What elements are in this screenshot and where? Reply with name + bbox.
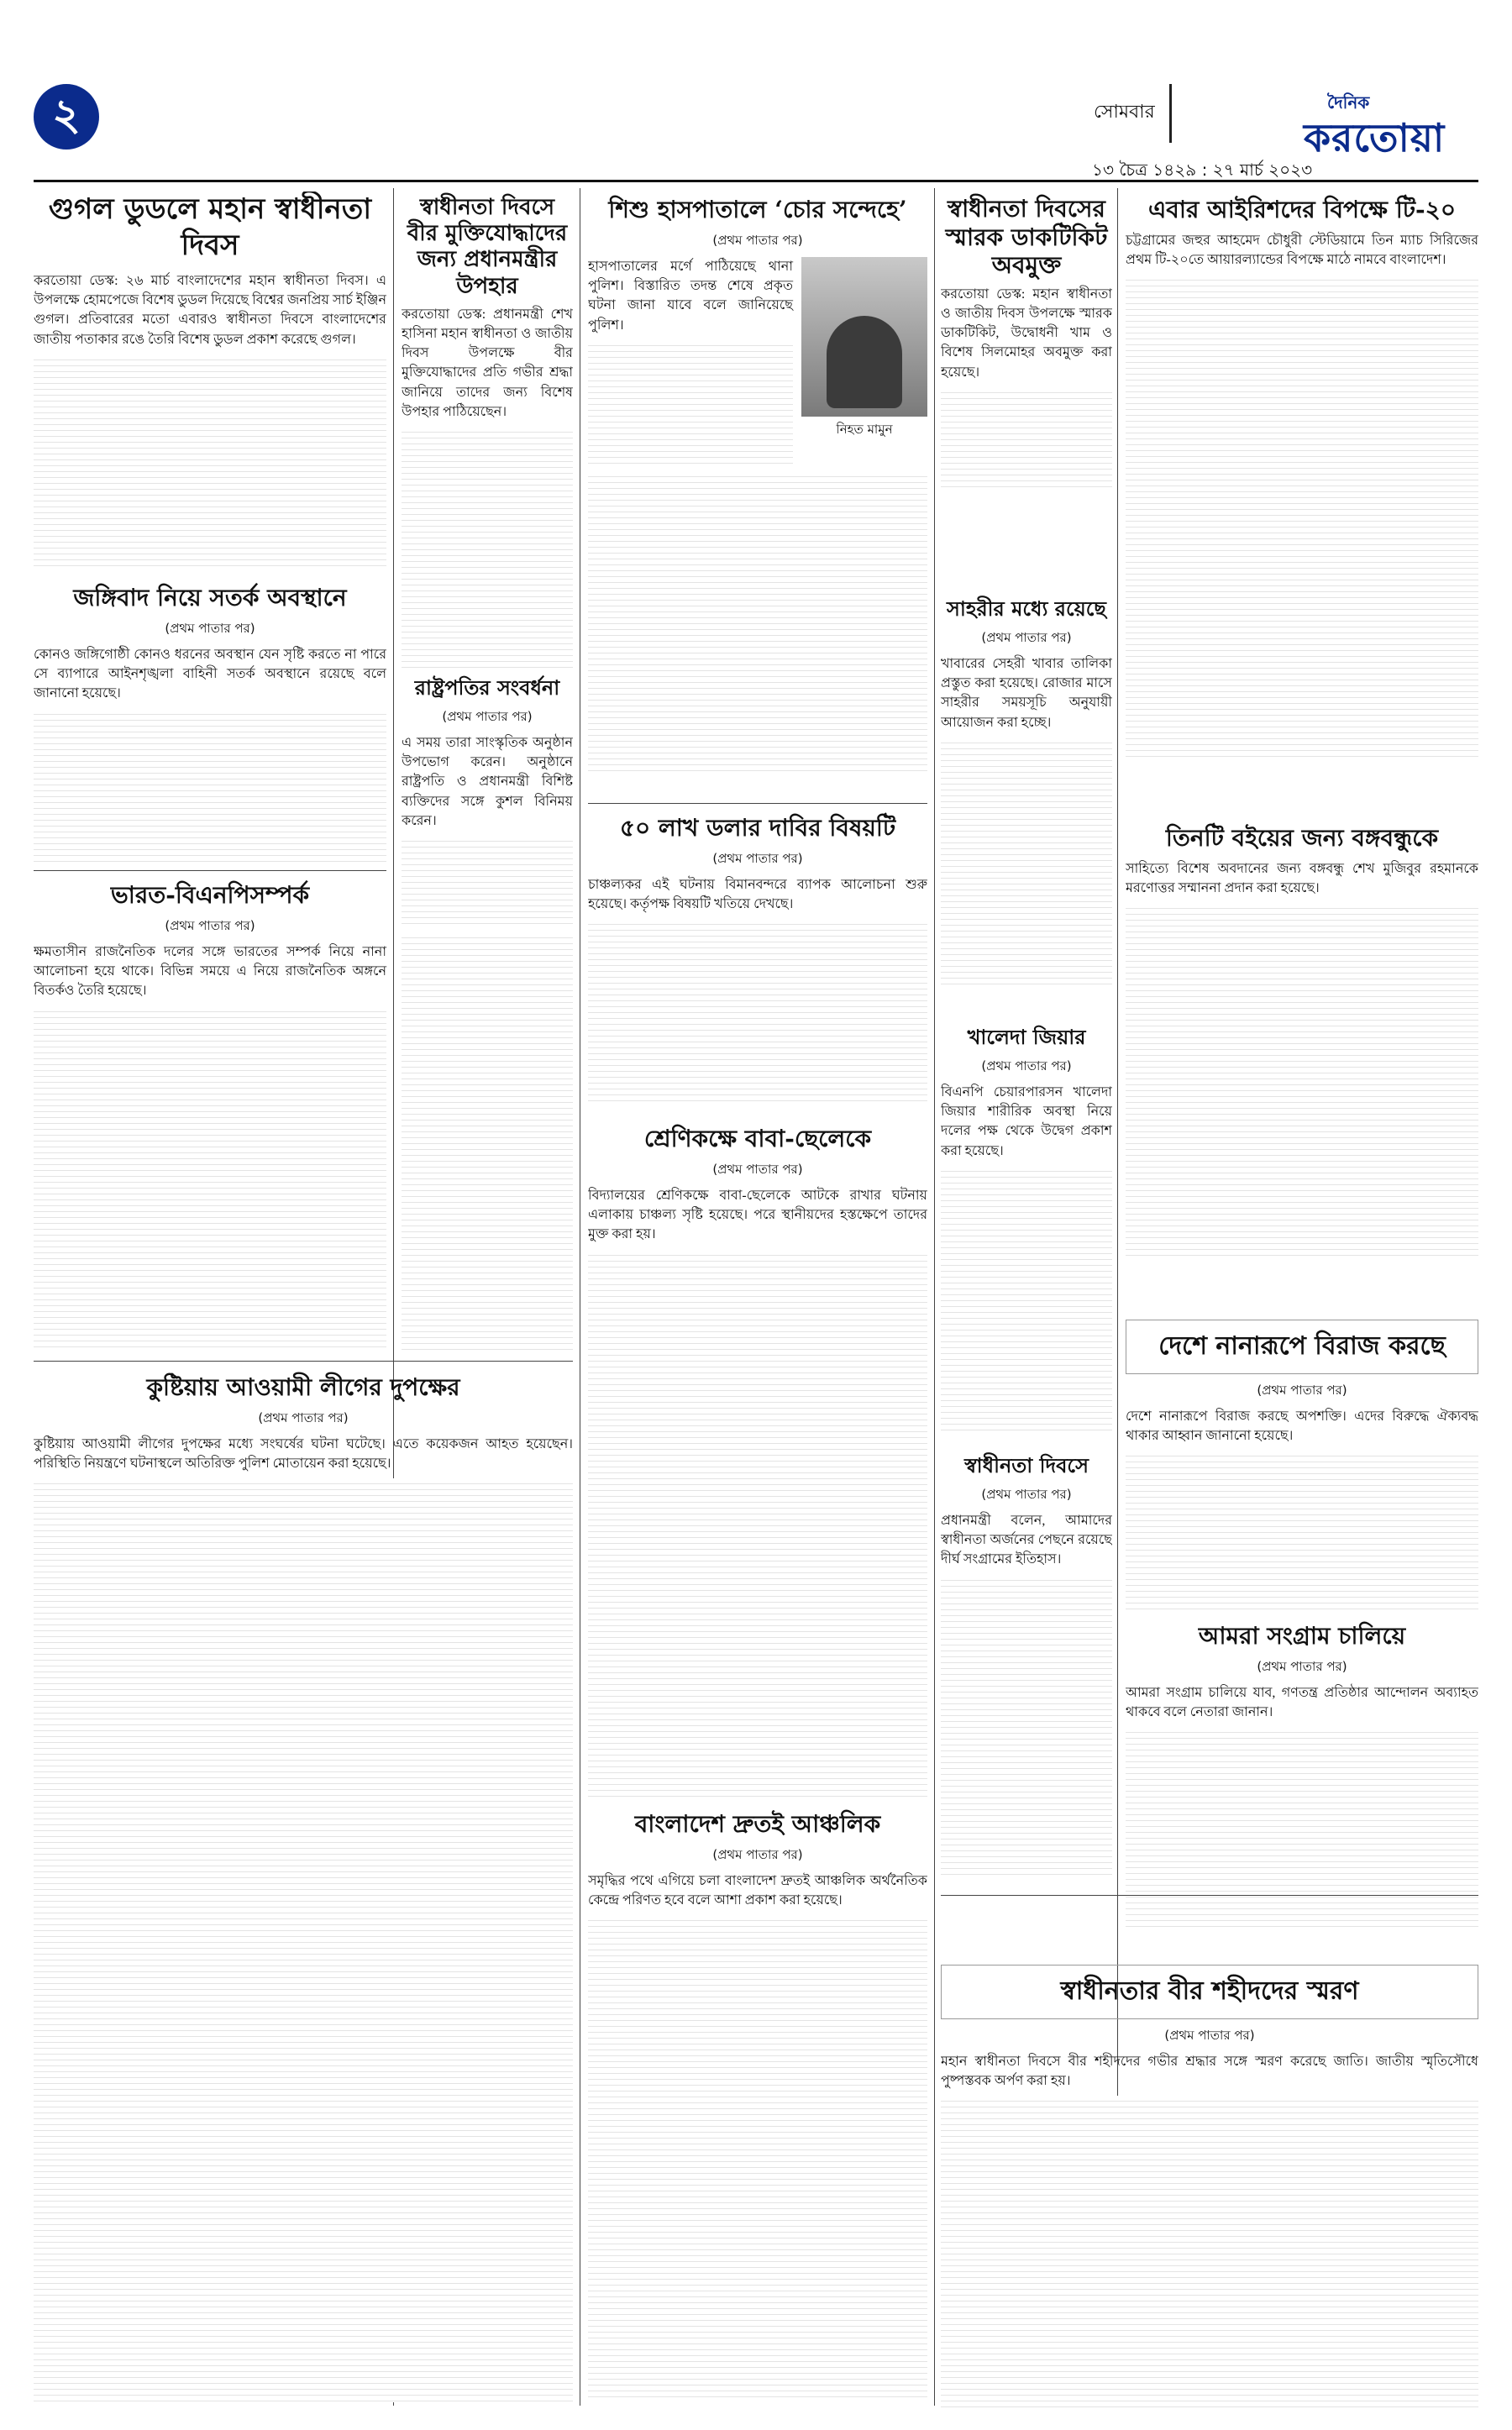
headline: স্বাধীনতা দিবসের স্মারক ডাকটিকিট অবমুক্ত — [945, 195, 1108, 280]
headline: বাংলাদেশ দ্রুতই আঞ্চলিক — [634, 1810, 881, 1838]
continued-label: (প্রথম পাতার পর) — [981, 1058, 1072, 1073]
article-text: করতোয়া ডেস্ক: প্রধানমন্ত্রী শেখ হাসিনা মহান স্বাধীনতা ও জাতীয় দিবস উপলক্ষে বীর মুক্তিযোদ্ধাদের প্রতি গভীর শ্রদ্ধা জানিয়ে তাদের জন্য বিশেষ উপহার পাঠিয়েছেন। — [402, 307, 573, 419]
headline: গুগল ডুডলে মহান স্বাধীনতা দিবস — [48, 192, 372, 262]
brand-prefix: দৈনিক — [1327, 92, 1370, 113]
article-irish-t20 — [1126, 192, 1478, 813]
article-text-block — [588, 340, 793, 466]
article-text-block — [402, 427, 573, 670]
article-various-forms — [1126, 1299, 1478, 1609]
article-50-lakh-dollar — [588, 810, 927, 1112]
article-google-doodle — [34, 192, 386, 569]
article-text-block — [941, 2096, 1478, 2411]
article-text: দেশে নানারূপে বিরাজ করছে অপশক্তি। এদের বিরুদ্ধে ঐক্যবদ্ধ থাকার আহ্বান জানানো হয়েছে। — [1126, 1409, 1478, 1444]
article-text: কুষ্টিয়ায় আওয়ামী লীগের দুপক্ষের মধ্যে সংঘর্ষের ঘটনা ঘটেছে। এতে কয়েকজন আহত হয়েছেন। পরিস্থিতি নিয়ন্ত্রণে ঘটনাস্থলে অতিরিক্ত পুলিশ মোতায়েন করা হয়েছে। — [34, 1437, 573, 1472]
article-regional-hub — [588, 1806, 927, 2411]
article-text-block — [588, 1915, 927, 2402]
article-text-block — [402, 932, 573, 1352]
article-text-block — [34, 354, 386, 569]
article-bangabandhu-books — [1126, 820, 1478, 1290]
headline: কুষ্টিয়ায় আওয়ামী লীগের দুপক্ষের — [146, 1373, 460, 1401]
article-text: করতোয়া ডেস্ক: মহান স্বাধীনতা ও জাতীয় দিবস উপলক্ষে স্মারক ডাকটিকিট, উদ্বোধনী খাম ও বিশেষ সিলমোহর অবমুক্ত করা হয়েছে। — [941, 286, 1112, 380]
continued-label: (প্রথম পাতার পর) — [712, 1162, 803, 1177]
article-text-block — [941, 387, 1112, 488]
page-number-badge: ২ — [34, 84, 99, 150]
article-text-block — [1126, 1451, 1478, 1609]
article-pm-gift — [402, 192, 573, 670]
continued-label: (প্রথম পাতার পর) — [712, 233, 803, 248]
headline: এবার আইরিশদের বিপক্ষে টি-২০ — [1147, 196, 1457, 223]
article-text: ক্ষমতাসীন রাজনৈতিক দলের সঙ্গে ভারতের সম্পর্ক নিয়ে নানা আলোচনা হয়ে থাকে। বিভিন্ন সময়ে এ নিয়ে রাজনৈতিক অঙ্গনে বিতর্কও তৈরি হয়েছে। — [34, 945, 386, 999]
article-text: সাহিত্যে বিশেষ অবদানের জন্য বঙ্গবন্ধু শেখ মুজিবুর রহমানকে মরণোত্তর সম্মাননা প্রদান করা হয়েছে। — [1126, 862, 1478, 896]
article-struggle — [1126, 1618, 1478, 1937]
article-text-block — [941, 1575, 1112, 1877]
headline: স্বাধীনতার বীর শহীদদের স্মরণ — [941, 1965, 1478, 2019]
continued-label: (প্রথম পাতার পর) — [981, 630, 1072, 645]
day-label: সোমবার — [1094, 102, 1155, 123]
article-postage-stamp — [941, 192, 1112, 586]
article-text-block — [402, 836, 573, 924]
continued-label: (প্রথম পাতার পর) — [712, 851, 803, 866]
section-divider — [34, 1361, 573, 1362]
photo-caption: নিহত মামুন — [836, 422, 893, 437]
continued-label: (প্রথম পাতার পর) — [1164, 2027, 1255, 2043]
headline: শ্রেণিকক্ষে বাবা-ছেলেকে — [643, 1125, 872, 1152]
article-text-block — [1126, 1727, 1478, 1929]
article-classroom — [588, 1121, 927, 1801]
continued-label: (প্রথম পাতার পর) — [165, 918, 255, 933]
article-text-block — [34, 709, 386, 865]
headline: ভারত-বিএনপিসম্পর্ক — [110, 881, 310, 909]
continued-label: (প্রথম পাতার পর) — [712, 1847, 803, 1862]
column-divider — [934, 188, 935, 2406]
headline: জঙ্গিবাদ নিয়ে সতর্ক অবস্থানে — [73, 584, 347, 611]
article-khaleda-zia — [941, 1021, 1112, 1441]
headline: আমরা সংগ্রাম চালিয়ে — [1198, 1622, 1406, 1650]
article-text-block — [941, 1166, 1112, 1435]
article-text-block — [34, 1478, 573, 2402]
article-text-block — [941, 737, 1112, 989]
continued-label: (প্রথম পাতার পর) — [981, 1487, 1072, 1502]
article-text-block — [588, 471, 927, 774]
article-text: চট্টগ্রামের জহুর আহমেদ চৌধুরী স্টেডিয়ামে তিন ম্যাচ সিরিজের প্রথম টি-২০তে আয়ারল্যান্ডের বিপক্ষে মাঠে নামবে বাংলাদেশ। — [1126, 234, 1478, 268]
section-divider — [34, 870, 386, 871]
headline: স্বাধীনতা দিবসে — [964, 1453, 1089, 1477]
headline: সাহরীর মধ্যে রয়েছে — [947, 596, 1106, 621]
article-text: চাঞ্চল্যকর এই ঘটনায় বিমানবন্দরে ব্যাপক আলোচনা শুরু হয়েছে। কর্তৃপক্ষ বিষয়টি খতিয়ে দেখছে। — [588, 878, 927, 912]
headline: ৫০ লাখ ডলার দাবির বিষয়টি — [619, 814, 896, 842]
section-divider — [941, 1895, 1478, 1896]
victim-photo — [801, 257, 927, 417]
article-kushtia — [34, 1369, 573, 2411]
continued-label: (প্রথম পাতার পর) — [1257, 1382, 1347, 1398]
article-independence-day — [941, 1450, 1112, 1887]
article-text-block — [1126, 903, 1478, 1256]
article-sahri — [941, 593, 1112, 1013]
dateline: ১৩ চৈত্র ১৪২৯ : ২৭ মার্চ ২০২৩ — [1092, 160, 1313, 180]
continued-label: (প্রথম পাতার পর) — [165, 621, 255, 636]
article-child-hospital — [588, 192, 927, 796]
section-divider — [588, 803, 927, 804]
article-text-block — [34, 1006, 386, 1347]
masthead-rule — [34, 180, 1478, 182]
article-text: করতোয়া ডেস্ক: ২৬ মার্চ বাংলাদেশের মহান স্বাধীনতা দিবস। এ উপলক্ষে হোমপেজে বিশেষ ডুডল দিয়েছে বিশ্বের জনপ্রিয় সার্চ ইঞ্জিন গুগল। প্রতিবারের মতো এবারও স্বাধীনতা দিবসে বাংলাদেশের জাতীয় পতাকার রঙে তৈরি বিশেষ ডুডল প্রকাশ করেছে গুগল। — [34, 274, 386, 347]
continued-label: (প্রথম পাতার পর) — [1257, 1659, 1347, 1674]
headline: রাষ্ট্রপতির সংবর্ধনা — [414, 675, 560, 700]
headline: শিশু হাসপাতালে ‘চোর সন্দেহে’ — [608, 196, 907, 223]
article-text: এ সময় তারা সাংস্কৃতিক অনুষ্ঠান উপভোগ করেন। অনুষ্ঠানে রাষ্ট্রপতি ও প্রধানমন্ত্রী বিশিষ্ট ব্যক্তিদের সঙ্গে কুশল বিনিময় করেন। — [402, 736, 573, 828]
article-martyrs-remembrance — [941, 1944, 1478, 2411]
brand-logo: করতোয়া — [1304, 115, 1446, 160]
article-text: বিদ্যালয়ের শ্রেণিকক্ষে বাবা-ছেলেকে আটকে রাখার ঘটনায় এলাকায় চাঞ্চল্য সৃষ্টি হয়েছে। পরে স্থানীয়দের হস্তক্ষেপে তাদের মুক্ত করা হয়। — [588, 1189, 927, 1242]
article-text: কোনও জঙ্গিগোষ্ঠী কোনও ধরনের অবস্থান যেন সৃষ্টি করতে না পারে সে ব্যাপারে আইনশৃঙ্খলা বাহিনী সতর্ক অবস্থানে রয়েছে বলে জানানো হয়েছে। — [34, 648, 386, 701]
article-text: হাসপাতালের মর্গে পাঠিয়েছে থানা পুলিশ। বিস্তারিত তদন্ত শেষে প্রকৃত ঘটনা জানা যাবে বলে জানিয়েছে পুলিশ। — [588, 260, 793, 333]
article-text-block — [1126, 275, 1478, 762]
article-text: বিএনপি চেয়ারপারসন খালেদা জিয়ার শারীরিক অবস্থা নিয়ে দলের পক্ষ থেকে উদ্বেগ প্রকাশ করা হয়েছে। — [941, 1085, 1112, 1158]
headline: দেশে নানারূপে বিরাজ করছে — [1126, 1320, 1478, 1374]
article-text-block — [588, 919, 927, 1104]
article-militancy — [34, 580, 386, 865]
article-text-block — [588, 1250, 927, 1801]
headline: তিনটি বইয়ের জন্য বঙ্গবন্ধুকে — [1165, 824, 1439, 852]
masthead-divider — [1169, 84, 1172, 143]
article-text: আমরা সংগ্রাম চালিয়ে যাব, গণতন্ত্র প্রতিষ্ঠার আন্দোলন অব্যাহত থাকবে বলে নেতারা জানান। — [1126, 1686, 1478, 1720]
person-silhouette — [827, 316, 902, 408]
continued-label: (প্রথম পাতার পর) — [442, 709, 533, 724]
headline: স্বাধীনতা দিবসে বীর মুক্তিযোদ্ধাদের জন্য প্রধানমন্ত্রীর উপহার — [407, 195, 568, 299]
article-text: খাবারের সেহরী খাবার তালিকা প্রস্তুত করা হয়েছে। রোজার মাসে সাহরীর সময়সূচি অনুযায়ী আয়োজন করা হচ্ছে। — [941, 657, 1112, 730]
headline: খালেদা জিয়ার — [967, 1025, 1086, 1049]
continued-label: (প্রথম পাতার পর) — [258, 1410, 349, 1425]
article-president-reception — [402, 672, 573, 924]
article-text: সমৃদ্ধির পথে এগিয়ে চলা বাংলাদেশ দ্রুতই আঞ্চলিক অর্থনৈতিক কেন্দ্রে পরিণত হবে বলে আশা প্রকাশ করা হয়েছে। — [588, 1874, 927, 1908]
article-text: প্রধানমন্ত্রী বলেন, আমাদের স্বাধীনতা অর্জনের পেছনে রয়েছে দীর্ঘ সংগ্রামের ইতিহাস। — [941, 1514, 1112, 1567]
article-text: মহান স্বাধীনতা দিবসে বীর শহীদদের গভীর শ্রদ্ধার সঙ্গে স্মরণ করেছে জাতি। জাতীয় স্মৃতিসৌধে পুষ্পস্তবক অর্পণ করা হয়। — [941, 2054, 1478, 2089]
masthead — [0, 0, 1512, 180]
